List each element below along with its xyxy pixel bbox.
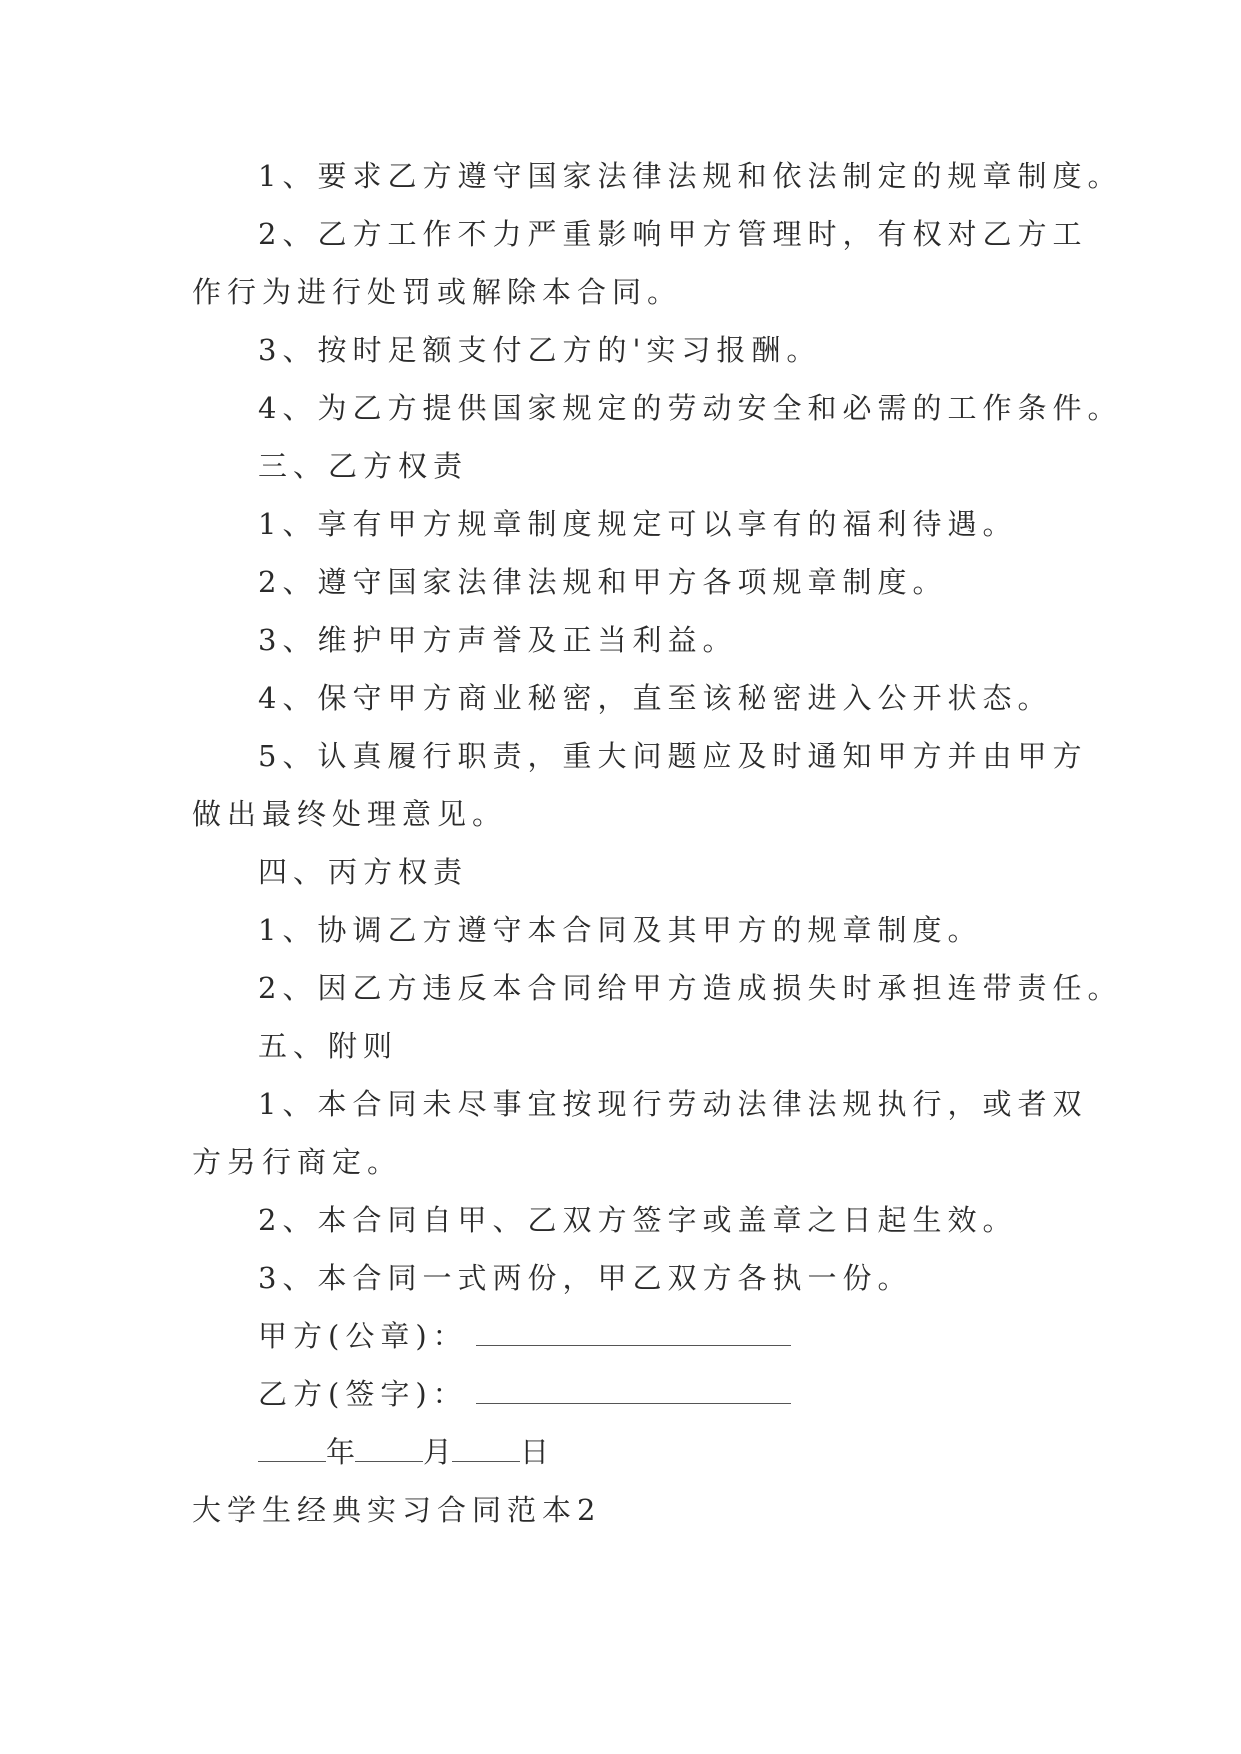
month-label: 月 bbox=[423, 1435, 453, 1469]
day-label: 日 bbox=[520, 1435, 550, 1469]
party-b-label: 乙方(签字)： bbox=[258, 1377, 468, 1411]
clause-b-4: 4、保守甲方商业秘密，直至该秘密进入公开状态。 bbox=[258, 681, 1053, 715]
party-b-blank[interactable] bbox=[476, 1381, 791, 1404]
clause-b-5: 5、认真履行职责，重大问题应及时通知甲方并由甲方 bbox=[258, 739, 1088, 773]
month-blank[interactable] bbox=[355, 1439, 423, 1462]
clause-a-2: 2、乙方工作不力严重影响甲方管理时，有权对乙方工 bbox=[258, 217, 1088, 251]
clause-b-2: 2、遵守国家法律法规和甲方各项规章制度。 bbox=[258, 565, 948, 599]
clause-a-3: 3、按时足额支付乙方的'实习报酬。 bbox=[258, 333, 822, 367]
clause-d-1-cont: 方另行商定。 bbox=[192, 1145, 403, 1179]
clause-a-2-cont: 作行为进行处罚或解除本合同。 bbox=[192, 275, 683, 309]
clause-c-2: 2、因乙方违反本合同给甲方造成损失时承担连带责任。 bbox=[258, 971, 1123, 1005]
section-heading-3: 三、乙方权责 bbox=[258, 449, 469, 483]
day-blank[interactable] bbox=[452, 1439, 520, 1462]
clause-d-2: 2、本合同自甲、乙双方签字或盖章之日起生效。 bbox=[258, 1203, 1018, 1237]
section-heading-5: 五、附则 bbox=[258, 1029, 399, 1063]
clause-d-1: 1、本合同未尽事宜按现行劳动法律法规执行，或者双 bbox=[258, 1087, 1088, 1121]
date-line bbox=[192, 1436, 1241, 1469]
clause-c-1: 1、协调乙方遵守本合同及其甲方的规章制度。 bbox=[258, 913, 983, 947]
section-heading-4: 四、丙方权责 bbox=[258, 855, 469, 889]
year-label: 年 bbox=[326, 1435, 356, 1469]
party-b-signature-line bbox=[192, 1378, 1241, 1411]
clause-d-3: 3、本合同一式两份，甲乙双方各执一份。 bbox=[258, 1261, 913, 1295]
next-contract-title: 大学生经典实习合同范本2 bbox=[192, 1493, 602, 1527]
clause-b-5-cont: 做出最终处理意见。 bbox=[192, 797, 508, 831]
party-a-signature-line bbox=[192, 1320, 1241, 1353]
clause-b-1: 1、享有甲方规章制度规定可以享有的福利待遇。 bbox=[258, 507, 1018, 541]
party-a-blank[interactable] bbox=[476, 1323, 791, 1346]
year-blank[interactable] bbox=[258, 1439, 326, 1462]
clause-a-1: 1、要求乙方遵守国家法律法规和依法制定的规章制度。 bbox=[258, 159, 1123, 193]
clause-b-3: 3、维护甲方声誉及正当利益。 bbox=[258, 623, 738, 657]
party-a-label: 甲方(公章)： bbox=[258, 1319, 468, 1353]
clause-a-4: 4、为乙方提供国家规定的劳动安全和必需的工作条件。 bbox=[258, 391, 1123, 425]
